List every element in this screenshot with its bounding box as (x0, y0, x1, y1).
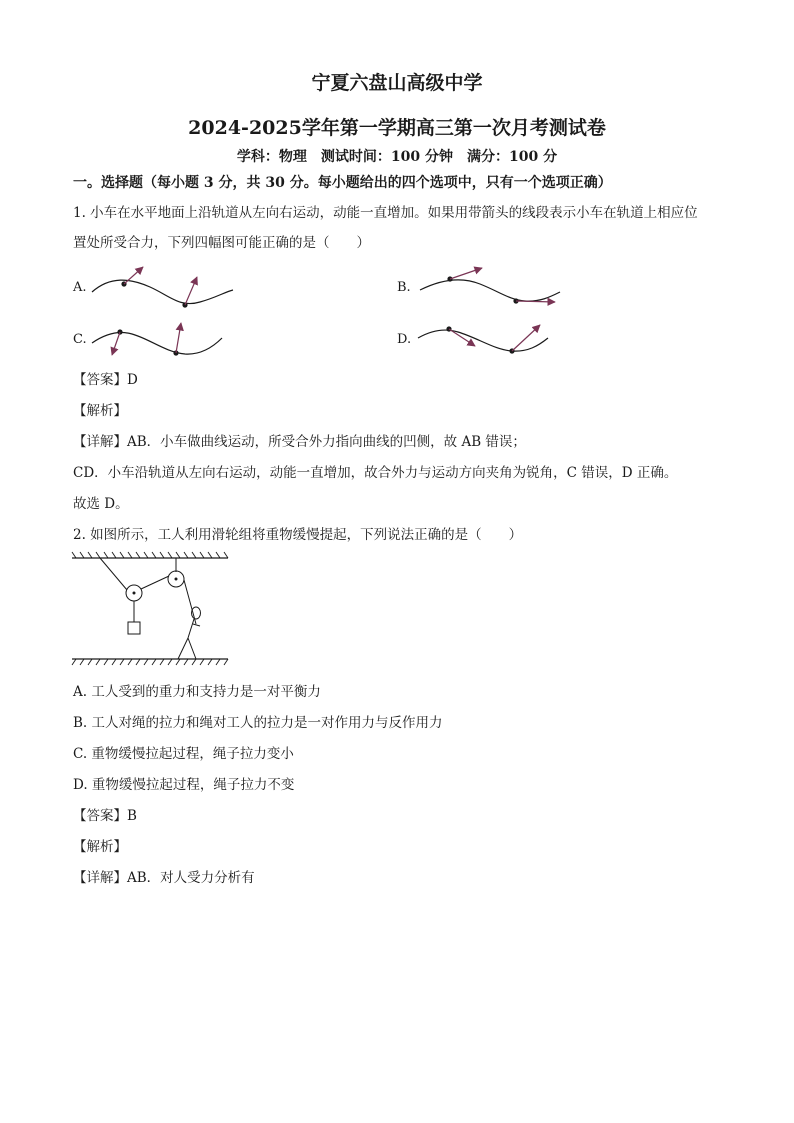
section-title: 一。选择题（每小题 3 分，共 30 分。每小题给出的四个选项中，只有一个选项正确） (73, 175, 612, 191)
q1-option-c-label: C. (73, 332, 87, 347)
q1-stem-line2: 置处所受合力，下列四幅图可能正确的是（ ） (73, 235, 370, 251)
q2-stem: 2. 如图所示，工人利用滑轮组将重物缓慢提起，下列说法正确的是（ ） (73, 527, 523, 543)
q1-diagrams (0, 0, 794, 400)
q1-analysis-label: 【解析】 (73, 403, 127, 419)
q2-option-c: C. 重物缓慢拉起过程，绳子拉力变小 (73, 746, 294, 762)
q1-detail-2: CD．小车沿轨道从左向右运动，动能一直增加，故合外力与运动方向夹角为锐角，C 错误，D 正确。 (73, 465, 678, 481)
q1-diagram-d (418, 325, 548, 354)
q1-option-b-label: B. (397, 280, 411, 295)
q2-answer: 【答案】B (73, 808, 137, 824)
q2-detail-1: 【详解】AB．对人受力分析有 (73, 870, 255, 886)
exam-meta: 学科：物理 测试时间：100 分钟 满分：100 分 (236, 149, 558, 165)
q1-diagram-b (420, 268, 560, 304)
q1-detail-1: 【详解】AB．小车做曲线运动，所受合外力指向曲线的凹侧，故 AB 错误； (73, 434, 526, 450)
q1-conclusion: 故选 D。 (73, 496, 129, 512)
q2-analysis-label: 【解析】 (73, 839, 127, 855)
q1-stem-line1: 1. 小车在水平地面上沿轨道从左向右运动，动能一直增加。如果用带箭头的线段表示小车在轨道上相应位 (73, 205, 698, 221)
q1-diagram-c (92, 323, 222, 356)
q1-diagram-a (92, 267, 233, 308)
q2-pulley-diagram (72, 552, 232, 667)
q1-option-d-label: D. (397, 332, 412, 347)
q2-option-d: D. 重物缓慢拉起过程，绳子拉力不变 (73, 777, 295, 793)
q2-option-b: B. 工人对绳的拉力和绳对工人的拉力是一对作用力与反作用力 (73, 715, 443, 731)
exam-title: 2024-2025学年第一学期高三第一次月考测试卷 (188, 117, 606, 139)
q2-option-a: A. 工人受到的重力和支持力是一对平衡力 (73, 684, 321, 700)
q1-option-a-label: A. (73, 280, 87, 295)
q1-answer: 【答案】D (73, 372, 138, 388)
school-name: 宁夏六盘山高级中学 (311, 72, 483, 94)
